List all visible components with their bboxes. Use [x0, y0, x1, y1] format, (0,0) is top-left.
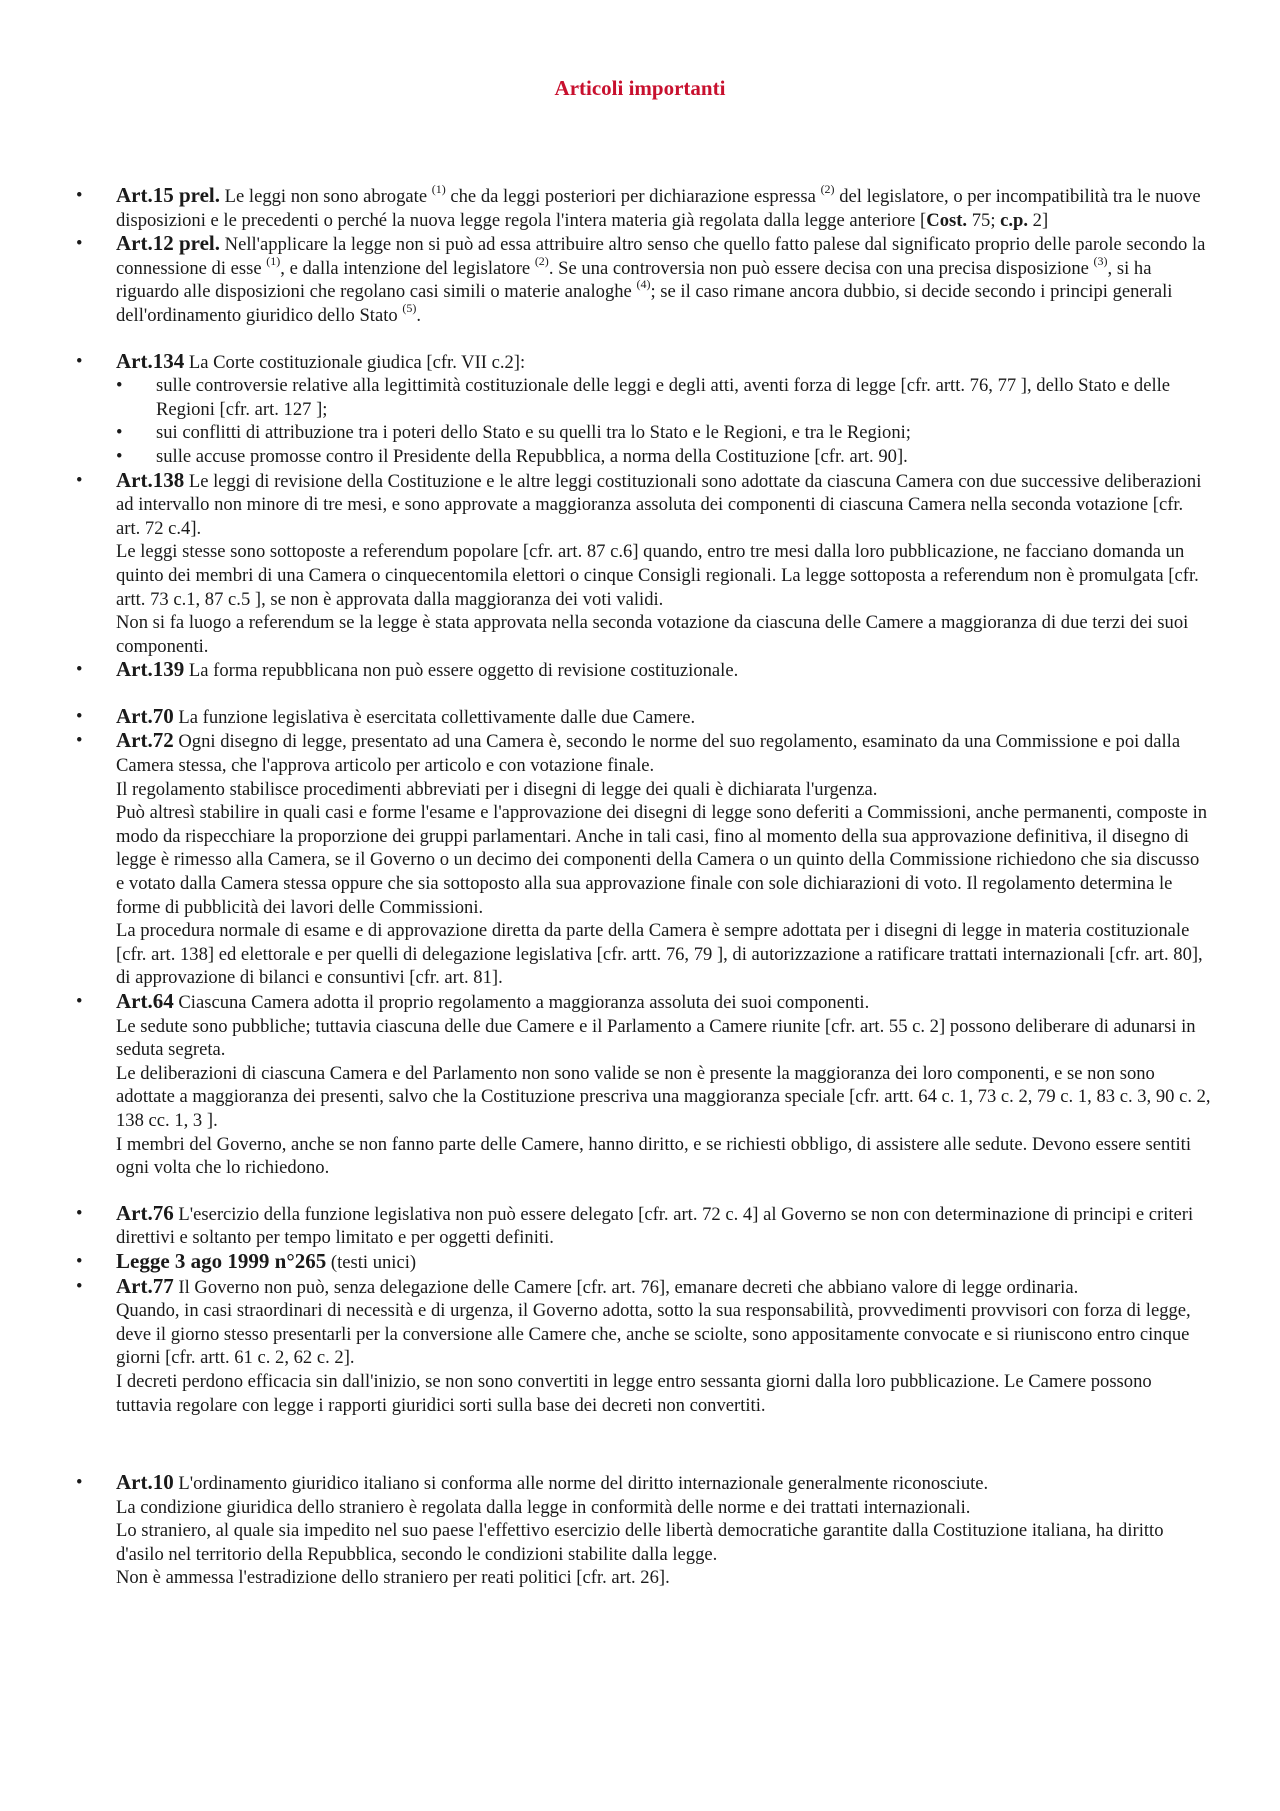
- list-item-art72: • Art.72 Ogni disegno di legge, presentato ad una Camera è, secondo le norme del suo regolamento, esaminato da una Commissione e poi dalla Camera stessa, che l'approva articolo per articolo e con votazione finale. Il regolamento stabilisce procedimenti abbreviati per i disegni di legge dei quali è dichiarata l'urgenza. Può altresì stabilire in quali casi e forme l'esame e l'approvazione dei disegni di legge sono deferiti a Commissioni, anche permanenti, composte in modo da rispecchiare la proporzione dei gruppi parlamentari. Anche in tali casi, fino al momento della sua approvazione definitiva, il disegno di legge è rimesso alla Camera, se il Governo o un decimo dei componenti della Camera o un quinto della Commissione richiedono che sia discusso e votato dalla Camera stessa oppure che sia sottoposto alla sua approvazione finale con sole dichiarazioni di voto. Il regolamento determina le forme di pubblicità dei lavori delle Commissioni. La procedura normale di esame e di approvazione diretta da parte della Camera è sempre adottata per i disegni di legge in materia costituzionale [cfr. art. 138] ed elettorale e per quelli di delegazione legislativa [cfr. artt. 76, 79 ], di autorizzazione a ratificare trattati internazionali [cfr. art. 80], di approvazione di bilanci e consuntivi [cfr. art. 81].: [76, 729, 1211, 990]
- article-label: Art.139: [116, 657, 185, 682]
- sub-list-item: • sulle controversie relative alla legittimità costituzionale delle leggi e degli atti, aventi forza di legge [cfr. artt. 76, 77 ], dello Stato e delle Regioni [cfr. art. 127 ];: [116, 374, 1211, 421]
- paragraph: I membri del Governo, anche se non fanno parte delle Camere, hanno diritto, e se richiesti obbligo, di assistere alle sedute. Devono essere sentiti ogni volta che lo richiedono.: [116, 1133, 1192, 1179]
- article-label: Art.12 prel.: [116, 231, 221, 256]
- paragraph: Non è ammessa l'estradizione dello straniero per reati politici [cfr. art. 26].: [116, 1567, 670, 1589]
- list-item-art15: • Art.15 prel. Le leggi non sono abrogate $^{(1)}$ che da leggi posteriori per dichiarazione espressa $^{(2)}$ del legislatore, o per incompatibilità tra le nuove disposizioni e le precedenti o perché la nuova legge regola l'intera materia già regolata dalla legge anteriore [Cost. 75; c.p. 2]: [76, 184, 1211, 232]
- list-item-art77: • Art.77 Il Governo non può, senza delegazione delle Camere [cfr. art. 76], emanare decreti che abbiano valore di legge ordinaria. Quando, in casi straordinari di necessità e di urgenza, il Governo adotta, sotto la sua responsabilità, provvedimenti provvisori con forza di legge, deve il giorno stesso presentarli per la conversione alle Camere che, anche se sciolte, sono appositamente convocate e si riuniscono entro cinque giorni [cfr. artt. 61 c. 2, 62 c. 2]. I decreti perdono efficacia sin dall'inizio, se non sono convertiti in legge entro sessanta giorni dalla loro pubblicazione. Le Camere possono tuttavia regolare con legge i rapporti giuridici sorti sulla base dei decreti non convertiti.: [76, 1275, 1211, 1418]
- paragraph: La condizione giuridica dello straniero è regolata dalla legge in conformità delle norme e dei trattati internazionali.: [116, 1496, 971, 1518]
- paragraph: Le leggi stesse sono sottoposte a referendum popolare [cfr. art. 87 c.6] quando, entro tre mesi dalla loro pubblicazione, ne facciano domanda un quinto dei membri di una Camera o cinquecentomila elettori o cinque Consigli regionali. La legge sottoposta a referendum non è promulgata [cfr. artt. 73 c.1, 87 c.5 ], se non è approvata dalla maggioranza dei voti validi.: [116, 541, 1199, 610]
- paragraph: Le deliberazioni di ciascuna Camera e del Parlamento non sono valide se non è presente la maggioranza dei loro componenti, e se non sono adottate a maggioranza dei presenti, salvo che la Costituzione prescriva una maggioranza speciale [cfr. artt. 64 c. 1, 73 c. 2, 79 c. 1, 83 c. 3, 90 c. 2, 138 cc. 1, 3 ].: [116, 1062, 1211, 1131]
- paragraph: Il regolamento stabilisce procedimenti abbreviati per i disegni di legge dei quali è dichiarata l'urgenza.: [116, 778, 878, 800]
- article-label: Art.64: [116, 989, 174, 1013]
- list-item-art134: • Art.134 La Corte costituzionale giudica [cfr. VII c.2]: • sulle controversie relative alla legittimità costituzionale delle leggi e degli atti, aventi forza di legge [cfr. artt. 76, 77 ], dello Stato e delle Regioni [cfr. art. 127 ]; • sui conflitti di attribuzione tra i poteri dello Stato e su quelli tra lo Stato e le Regioni, e tra le Regioni; • sulle accuse promosse contro il Presidente della Repubblica, a norma della Costituzione [cfr. art. 90].: [76, 350, 1211, 469]
- article-label: Art.134: [116, 348, 185, 373]
- list-item-art76: • Art.76 L'esercizio della funzione legislativa non può essere delegato [cfr. art. 72 c. 4] al Governo se non con determinazione di principi e criteri direttivi e soltanto per tempo limitato e per oggetti definiti.: [76, 1202, 1211, 1250]
- article-list: [76, 181, 1211, 1590]
- page-title: Articoli importanti: [554, 76, 726, 100]
- sub-list: [116, 374, 1211, 468]
- article-label: Art.72: [116, 728, 174, 753]
- article-label: Legge 3 ago 1999 n°265: [116, 1248, 327, 1273]
- list-item-art10: • Art.10 L'ordinamento giuridico italiano si conforma alle norme del diritto internazionale generalmente riconosciute. La condizione giuridica dello straniero è regolata dalla legge in conformità delle norme e dei trattati internazionali. Lo straniero, al quale sia impedito nel suo paese l'effettivo esercizio delle libertà democratiche garantite dalla Costituzione italiana, ha diritto d'asilo nel territorio della Repubblica, secondo le condizioni stabilite dalla legge. Non è ammessa l'estradizione dello straniero per reati politici [cfr. art. 26].: [76, 1471, 1211, 1590]
- list-item-art70: • Art.70 La funzione legislativa è esercitata collettivamente dalle due Camere.: [76, 705, 1211, 730]
- article-label: Art.76: [116, 1200, 174, 1225]
- sub-list-item: • sui conflitti di attribuzione tra i poteri dello Stato e su quelli tra lo Stato e le Regioni, e tra le Regioni;: [116, 421, 1211, 445]
- paragraph: Può altresì stabilire in quali casi e forme l'esame e l'approvazione dei disegni di legge sono deferiti a Commissioni, anche permanenti, composte in modo da rispecchiare la proporzione dei gruppi parlamentari. Anche in tali casi, fino al momento della sua approvazione definitiva, il disegno di legge è rimesso alla Camera, se il Governo o un decimo dei componenti della Camera o un quinto della Commissione richiedono che sia discusso e votato dalla Camera stessa oppure che sia sottoposto alla sua approvazione finale con sole dichiarazioni di voto. Il regolamento determina le forme di pubblicità dei lavori delle Commissioni.: [116, 802, 1208, 918]
- article-label: Art.70: [116, 703, 174, 728]
- list-item-art12: • Art.12 prel. Nell'applicare la legge non si può ad essa attribuire altro senso che quello fatto palese dal significato proprio delle parole secondo la connessione di esse $^{(1)}$, e dalla intenzione del legislatore $^{(2)}$. Se una controversia non può essere decisa con una precisa disposizione $^{(3)}$, si ha riguardo alle disposizioni che regolano casi simili o materie analoghe $^{(4)}$; se il caso rimane ancora dubbio, si decide secondo i principi generali dell'ordinamento giuridico dello Stato $^{(5)}$.: [76, 232, 1211, 327]
- list-item-art138: • Art.138 Le leggi di revisione della Costituzione e le altre leggi costituzionali sono adottate da ciascuna Camera con due successive deliberazioni ad intervallo non minore di tre mesi, e sono approvate a maggioranza assoluta dei componenti di ciascuna Camera nella seconda votazione [cfr. art. 72 c.4]. Le leggi stesse sono sottoposte a referendum popolare [cfr. art. 87 c.6] quando, entro tre mesi dalla loro pubblicazione, ne facciano domanda un quinto dei membri di una Camera o cinquecentomila elettori o cinque Consigli regionali. La legge sottoposta a referendum non è promulgata [cfr. artt. 73 c.1, 87 c.5 ], se non è approvata dalla maggioranza dei voti validi. Non si fa luogo a referendum se la legge è stata approvata nella seconda votazione da ciascuna delle Camere a maggioranza di due terzi dei suoi componenti.: [76, 469, 1211, 659]
- article-label: Art.77: [116, 1273, 174, 1298]
- list-item-art64: • Art.64 Ciascuna Camera adotta il proprio regolamento a maggioranza assoluta dei suoi componenti. Le sedute sono pubbliche; tuttavia ciascuna delle due Camere e il Parlamento a Camere riunite [cfr. art. 55 c. 2] possono deliberare di adunarsi in seduta segreta. Le deliberazioni di ciascuna Camera e del Parlamento non sono valide se non è presente la maggioranza dei loro componenti, e se non sono adottate a maggioranza dei presenti, salvo che la Costituzione prescriva una maggioranza speciale [cfr. artt. 64 c. 1, 73 c. 2, 79 c. 1, 83 c. 3, 90 c. 2, 138 cc. 1, 3 ]. I membri del Governo, anche se non fanno parte delle Camere, hanno diritto, e se richiesti obbligo, di assistere alle sedute. Devono essere sentiti ogni volta che lo richiedono.: [76, 990, 1211, 1180]
- article-label: Art.138: [116, 467, 185, 492]
- article-label: Art.15 prel.: [116, 183, 221, 207]
- sub-list-item: • sulle accuse promosse contro il Presidente della Repubblica, a norma della Costituzione [cfr. art. 90].: [116, 445, 1211, 469]
- paragraph: I decreti perdono efficacia sin dall'inizio, se non sono convertiti in legge entro sessanta giorni dalla loro pubblicazione. Le Camere possono tuttavia regolare con legge i rapporti giuridici sorti sulla base dei decreti non convertiti.: [116, 1370, 1152, 1416]
- list-item-legge265: • Legge 3 ago 1999 n°265 (testi unici): [76, 1250, 1211, 1275]
- paragraph: Quando, in casi straordinari di necessità e di urgenza, il Governo adotta, sotto la sua responsabilità, provvedimenti provvisori con forza di legge, deve il giorno stesso presentarli per la conversione alle Camere che, anche se sciolte, sono appositamente convocate e si riuniscono entro cinque giorni [cfr. artt. 61 c. 2, 62 c. 2].: [116, 1300, 1191, 1369]
- paragraph: La procedura normale di esame e di approvazione diretta da parte della Camera è sempre adottata per i disegni di legge in materia costituzionale [cfr. art. 138] ed elettorale e per quelli di delegazione legislativa [cfr. artt. 76, 79 ], di autorizzazione a ratificare trattati internazionali [cfr. art. 80], di approvazione di bilanci e consuntivi [cfr. art. 81].: [116, 920, 1203, 989]
- list-item-art139: • Art.139 La forma repubblicana non può essere oggetto di revisione costituzionale.: [76, 658, 1211, 683]
- paragraph: Non si fa luogo a referendum se la legge è stata approvata nella seconda votazione da ciascuna delle Camere a maggioranza di due terzi dei suoi componenti.: [116, 612, 1189, 657]
- paragraph: Le sedute sono pubbliche; tuttavia ciascuna delle due Camere e il Parlamento a Camere riunite [cfr. art. 55 c. 2] possono deliberare di adunarsi in seduta segreta.: [116, 1015, 1196, 1061]
- paragraph: Lo straniero, al quale sia impedito nel suo paese l'effettivo esercizio delle libertà democratiche garantite dalla Costituzione italiana, ha diritto d'asilo nel territorio della Repubblica, secondo le condizioni stabilite dalla legge.: [116, 1520, 1164, 1565]
- article-label: Art.10: [116, 1470, 174, 1495]
